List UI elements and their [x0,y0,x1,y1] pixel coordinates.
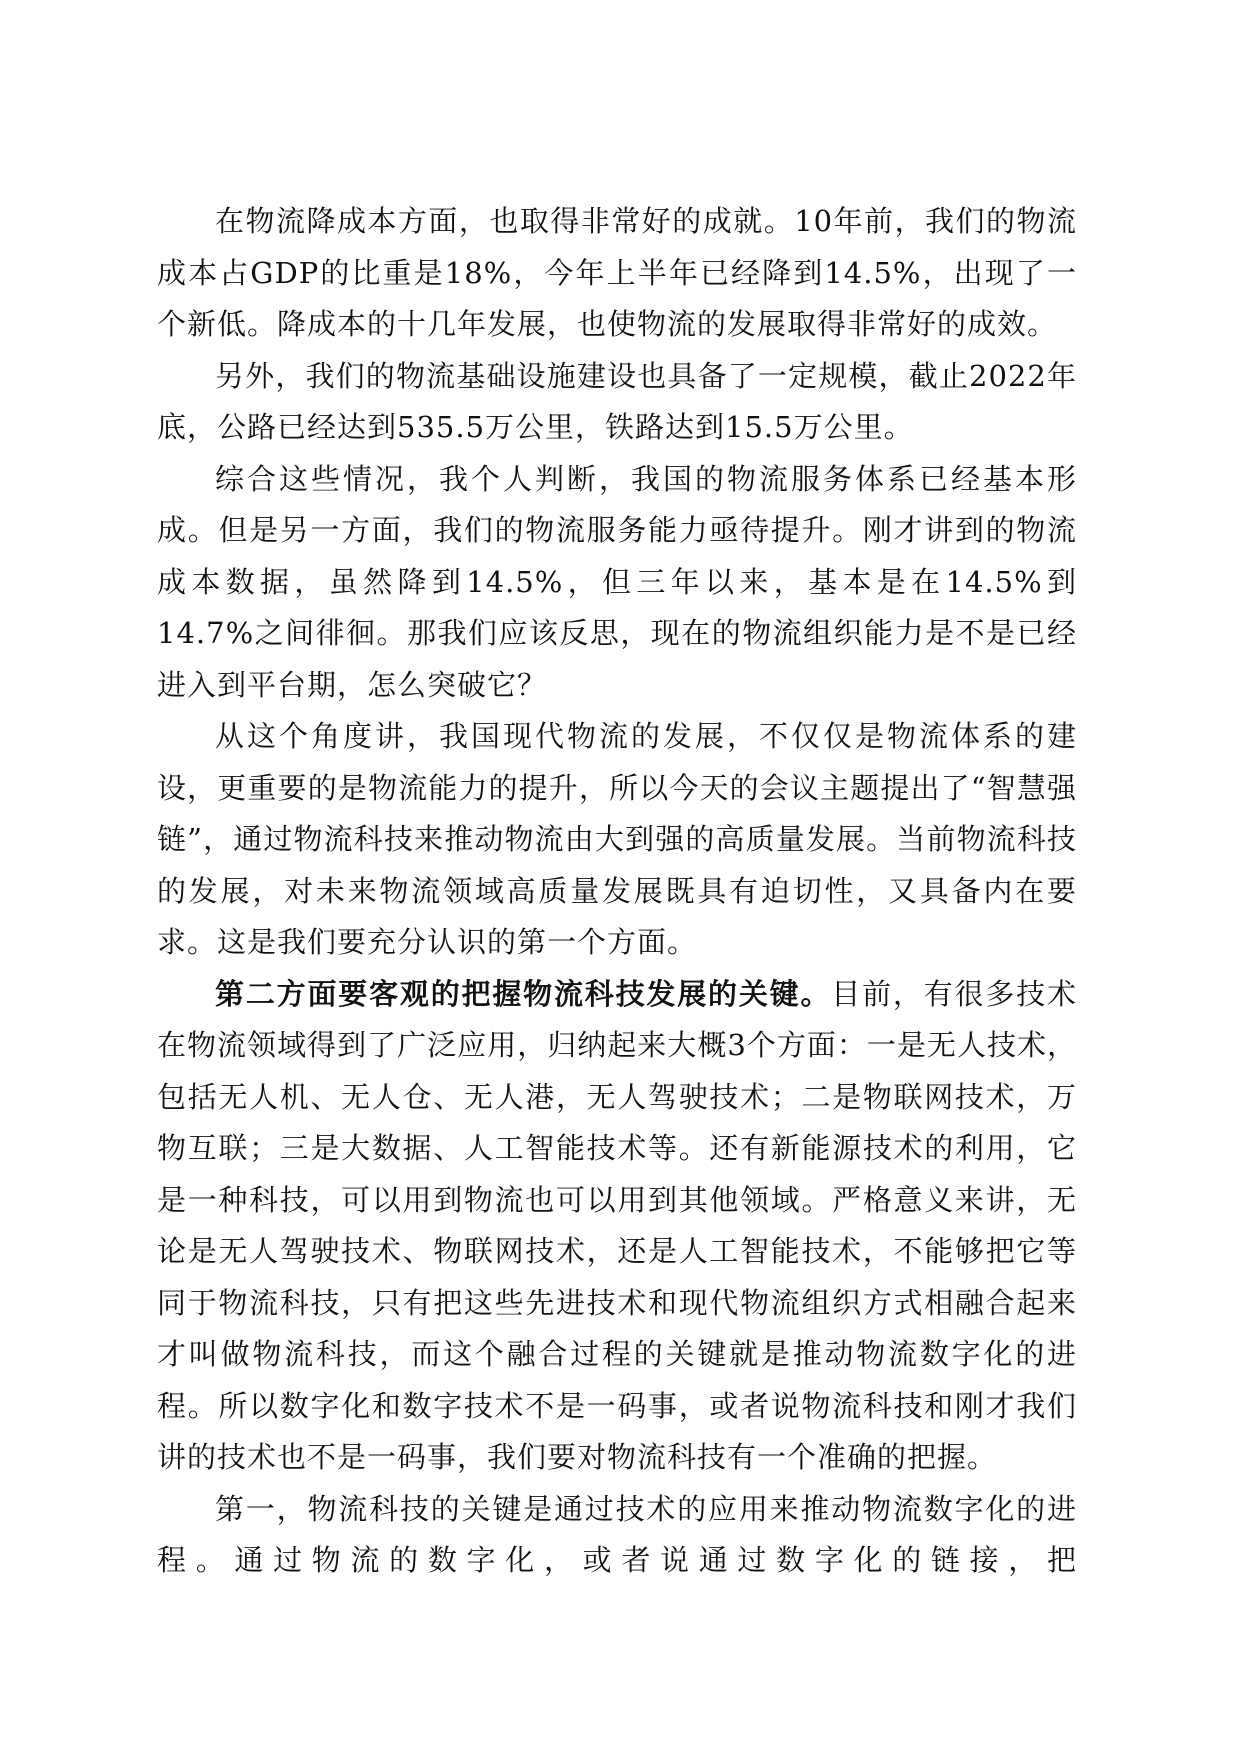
paragraph-first-point [157,1484,1077,1587]
paragraph-smart-chain [157,711,1077,969]
paragraph-text: 从这个角度讲，我国现代物流的发展，不仅仅是物流体系的建设，更重要的是物流能力的提升，所以今天的会议主题提出了“智慧强链”，通过物流科技来推动物流由大到强的高质量发展。当前物流科技的发展，对未来物流领域高质量发展既具有迫切性，又具备内在要求。这是我们要充分认识的第一个方面。 [157,719,1077,959]
document-body [157,196,1077,1587]
paragraph-infrastructure [157,351,1077,454]
paragraph-second-aspect [157,969,1077,1484]
paragraph-text: 综合这些情况，我个人判断，我国的物流服务体系已经基本形成。但是另一方面，我们的物流服务能力亟待提升。刚才讲到的物流成本数据，虽然降到14.5%，但三年以来，基本是在14.5%到14.7%之间徘徊。那我们应该反思，现在的物流组织能力是不是已经进入到平台期，怎么突破它？ [157,461,1077,702]
paragraph-service-system [157,454,1077,712]
paragraph-text: 目前，有很多技术在物流领域得到了广泛应用，归纳起来大概3个方面：一是无人技术，包括无人机、无人仓、无人港，无人驾驶技术；二是物联网技术，万物互联；三是大数据、人工智能技术等。还有新能源技术的利用，它是一种科技，可以用到物流也可以用到其他领域。严格意义来讲，无论是无人驾驶技术、物联网技术，还是人工智能技术，不能够把它等同于物流科技，只有把这些先进技术和现代物流组织方式相融合起来才叫做物流科技，而这个融合过程的关键就是推动物流数字化的进程。所以数字化和数字技术不是一码事，或者说物流科技和刚才我们讲的技术也不是一码事，我们要对物流科技有一个准确的把握。 [157,976,1077,1474]
paragraph-text: 第一，物流科技的关键是通过技术的应用来推动物流数字化的进程。通过物流的数字化，或者说通过数字化的链接，把 [157,1491,1077,1577]
paragraph-logistics-cost [157,196,1077,351]
paragraph-text: 另外，我们的物流基础设施建设也具备了一定规模，截止2022年底，公路已经达到535.5万公里，铁路达到15.5万公里。 [157,358,1077,444]
paragraph-lead-heading: 第二方面要客观的把握物流科技发展的关键。 [215,976,832,1011]
paragraph-text: 在物流降成本方面，也取得非常好的成就。10年前，我们的物流成本占GDP的比重是18%，今年上半年已经降到14.5%，出现了一个新低。降成本的十几年发展，也使物流的发展取得非常好的成效。 [157,204,1077,341]
